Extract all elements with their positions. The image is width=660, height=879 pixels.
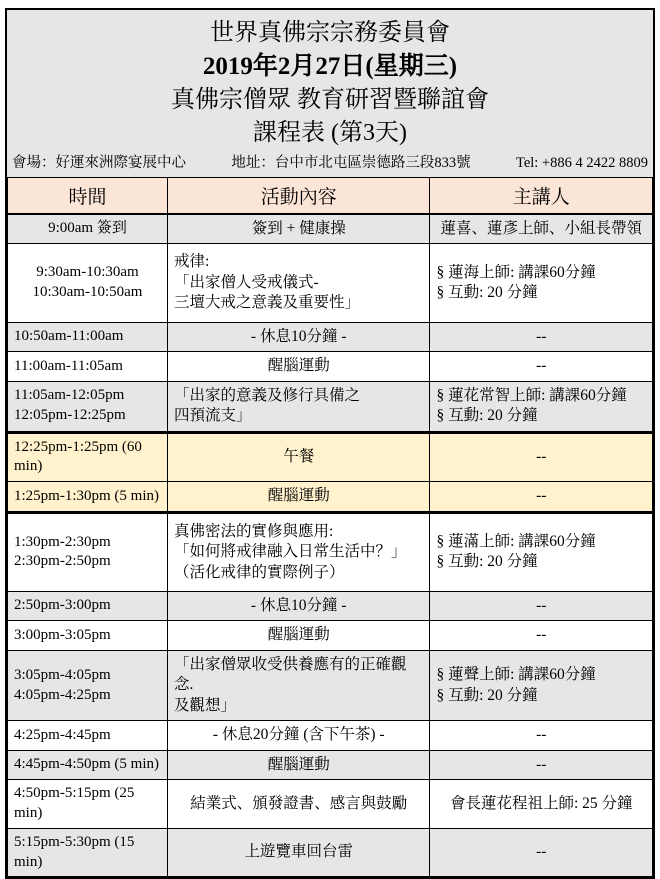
time-cell xyxy=(8,214,168,244)
schedule-day-title: 課程表 (第3天) xyxy=(253,120,407,146)
table-row xyxy=(8,432,653,482)
cell-line: 午餐 xyxy=(283,448,315,466)
cell-line: 三壇大戒之意義及重要性」 xyxy=(173,294,360,312)
table-row xyxy=(8,381,653,432)
cell-line: 4:25pm-4:45pm xyxy=(14,726,111,743)
activity-cell xyxy=(167,352,430,381)
cell-line: 上遊覽車回台雷 xyxy=(244,843,353,861)
cell-line: - 休息10分鐘 - xyxy=(250,327,347,345)
cell-line: 醒腦運動 xyxy=(267,626,330,644)
table-row xyxy=(8,828,653,877)
table-row xyxy=(8,650,653,720)
cell-line: -- xyxy=(536,327,547,345)
time-cell xyxy=(8,352,168,381)
speaker-cell xyxy=(430,322,653,351)
time-cell xyxy=(8,592,168,621)
activity-cell xyxy=(167,592,430,621)
org-title: 世界真佛宗宗務委員會 xyxy=(210,20,450,46)
activity-cell xyxy=(167,482,430,512)
activity-cell xyxy=(167,244,430,322)
column-header-time: 時間 xyxy=(8,178,168,215)
cell-line: -- xyxy=(536,448,547,466)
time-cell xyxy=(8,780,168,829)
speaker-cell xyxy=(430,780,653,829)
cell-line: 5:15pm-5:30pm (15 min) xyxy=(14,833,135,870)
activity-cell xyxy=(167,381,430,432)
event-date: 2019年2月27日(星期三) xyxy=(202,53,458,80)
cell-line: 「出家僧眾收受供養應有的正確觀念. xyxy=(173,655,407,694)
activity-cell xyxy=(167,750,430,779)
time-cell xyxy=(8,381,168,432)
cell-line: 醒腦運動 xyxy=(267,357,330,375)
event-title: 真佛宗僧眾 教育研習暨聯誼會 xyxy=(171,87,489,113)
cell-line: 2:50pm-3:00pm xyxy=(14,597,111,614)
cell-line: -- xyxy=(536,357,547,375)
cell-line: § 蓮花常智上師: 講課60分鐘 xyxy=(436,386,627,404)
activity-cell xyxy=(167,322,430,351)
cell-line: - 休息20分鐘 (含下午茶) - xyxy=(212,726,385,744)
activity-cell xyxy=(167,721,430,750)
cell-line: 9:00am 簽到 xyxy=(48,220,127,237)
column-header-activity: 活動內容 xyxy=(167,178,430,215)
cell-line: -- xyxy=(536,626,547,644)
cell-line: 4:05pm-4:25pm xyxy=(14,686,111,703)
cell-line: § 蓮聲上師: 講課60分鐘 xyxy=(436,666,596,684)
speaker-cell xyxy=(430,214,653,244)
cell-line: 11:05am-12:05pm xyxy=(14,387,125,404)
cell-line: § 蓮滿上師: 講課60分鐘 xyxy=(436,532,596,550)
table-row xyxy=(8,244,653,322)
table-row xyxy=(8,482,653,512)
header-row xyxy=(8,178,653,215)
activity-cell xyxy=(167,621,430,650)
activity-cell xyxy=(167,512,430,591)
cell-line: 1:30pm-2:30pm xyxy=(14,533,111,550)
cell-line: 醒腦運動 xyxy=(267,755,330,773)
speaker-cell xyxy=(430,482,653,512)
table-row xyxy=(8,721,653,750)
cell-line: 12:25pm-1:25pm (60 min) xyxy=(14,438,142,475)
cell-line: § 蓮海上師: 講課60分鐘 xyxy=(436,263,596,281)
cell-line: 9:30am-10:30am xyxy=(36,264,139,281)
cell-line: -- xyxy=(536,726,547,744)
time-cell xyxy=(8,721,168,750)
time-cell xyxy=(8,322,168,351)
cell-line: -- xyxy=(536,755,547,773)
time-cell xyxy=(8,621,168,650)
speaker-cell xyxy=(430,750,653,779)
cell-line: -- xyxy=(536,487,547,505)
activity-cell xyxy=(167,214,430,244)
schedule-table xyxy=(7,177,653,877)
cell-line: 3:00pm-3:05pm xyxy=(14,626,111,643)
speaker-cell xyxy=(430,432,653,482)
table-row xyxy=(8,750,653,779)
speaker-cell xyxy=(430,828,653,877)
cell-line: 四預流支」 xyxy=(173,407,252,425)
schedule-body xyxy=(8,214,653,877)
cell-line: § 互動: 20 分鐘 xyxy=(436,686,538,704)
activity-cell xyxy=(167,650,430,720)
time-cell xyxy=(8,650,168,720)
cell-line: 結業式、頒發證書、感言與鼓勵 xyxy=(190,794,408,812)
table-row xyxy=(8,214,653,244)
cell-line: 戒律: xyxy=(173,253,210,271)
cell-line: 蓮喜、蓮彥上師、小組長帶領 xyxy=(440,220,642,237)
title-block xyxy=(7,10,653,150)
schedule-document xyxy=(5,8,655,879)
speaker-cell xyxy=(430,592,653,621)
cell-line: 會長蓮花程祖上師: 25 分鐘 xyxy=(449,794,633,812)
cell-line: 10:30am-10:50am xyxy=(32,284,143,301)
time-cell xyxy=(8,828,168,877)
cell-line: 1:25pm-1:30pm (5 min) xyxy=(14,487,159,504)
cell-line: 「出家的意義及修行具備之 xyxy=(173,386,360,404)
cell-line: 10:50am-11:00am xyxy=(14,328,124,345)
cell-line: § 互動: 20 分鐘 xyxy=(436,284,538,302)
cell-line: 12:05pm-12:25pm xyxy=(14,407,126,424)
activity-cell xyxy=(167,432,430,482)
speaker-cell xyxy=(430,381,653,432)
cell-line: 簽到 + 健康操 xyxy=(251,220,346,237)
venue-info-row xyxy=(7,150,653,177)
cell-line: -- xyxy=(536,597,547,615)
cell-line: 2:30pm-2:50pm xyxy=(14,553,111,570)
table-row xyxy=(8,512,653,591)
cell-line: 4:45pm-4:50pm (5 min) xyxy=(14,756,159,773)
cell-line: § 互動: 20 分鐘 xyxy=(436,407,538,425)
cell-line: - 休息10分鐘 - xyxy=(250,597,347,615)
cell-line: -- xyxy=(536,843,547,861)
cell-line: 「如何將戒律融入日常生活中？」 xyxy=(173,543,407,561)
speaker-cell xyxy=(430,721,653,750)
address-label: 地址：台中市北屯區崇德路三段833號 xyxy=(231,155,471,171)
time-cell xyxy=(8,244,168,322)
table-row xyxy=(8,621,653,650)
table-row xyxy=(8,352,653,381)
cell-line: 醒腦運動 xyxy=(267,487,330,505)
speaker-cell xyxy=(430,621,653,650)
speaker-cell xyxy=(430,352,653,381)
speaker-cell xyxy=(430,512,653,591)
cell-line: 3:05pm-4:05pm xyxy=(14,666,111,683)
cell-line: 「出家僧人受戒儀式- xyxy=(173,273,319,291)
venue-label: 會場：好運來洲際宴展中心 xyxy=(12,155,186,171)
speaker-cell xyxy=(430,244,653,322)
table-row xyxy=(8,592,653,621)
time-cell xyxy=(8,432,168,482)
table-row xyxy=(8,780,653,829)
table-row xyxy=(8,322,653,351)
cell-line: 及觀想」 xyxy=(173,696,236,714)
activity-cell xyxy=(167,780,430,829)
time-cell xyxy=(8,482,168,512)
time-cell xyxy=(8,512,168,591)
cell-line: （活化戒律的實際例子） xyxy=(173,563,345,581)
column-header-speaker: 主講人 xyxy=(430,178,653,215)
cell-line: 11:00am-11:05am xyxy=(14,357,123,374)
cell-line: 真佛密法的實修與應用: xyxy=(173,522,334,540)
tel-label: Tel: +886 4 2422 8809 xyxy=(515,155,648,171)
speaker-cell xyxy=(430,650,653,720)
activity-cell xyxy=(167,828,430,877)
cell-line: 4:50pm-5:15pm (25 min) xyxy=(14,785,135,821)
cell-line: § 互動: 20 分鐘 xyxy=(436,553,538,571)
time-cell xyxy=(8,750,168,779)
